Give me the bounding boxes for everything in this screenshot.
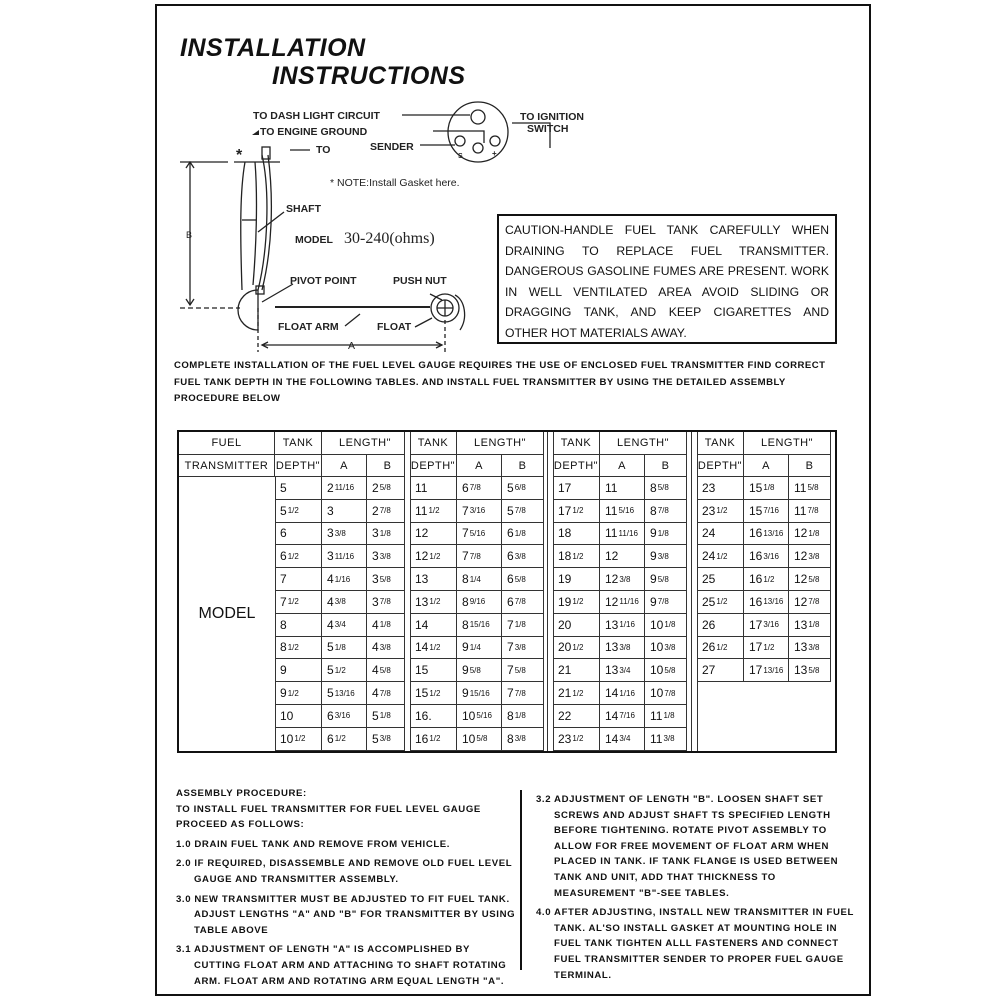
length-b-cell: 6 1/8 [502, 523, 544, 546]
length-b-cell: 9 5/8 [645, 568, 687, 591]
tank-depth-cell: 8 1/2 [275, 637, 322, 660]
header-b: B [502, 455, 544, 477]
length-a-cell: 7 5/16 [457, 523, 502, 546]
length-a-cell: 9 15/16 [457, 682, 502, 705]
tank-depth-cell: 23 1/2 [553, 728, 600, 751]
header-depth: DEPTH" [410, 455, 457, 477]
tank-depth-cell: 16. [410, 705, 457, 728]
terminal-s-label: S [458, 153, 463, 160]
tank-depth-cell: 26 [697, 614, 744, 637]
model-cell: MODEL [179, 477, 276, 751]
length-a-cell: 14 3/4 [600, 728, 645, 751]
tank-depth-cell: 14 [410, 614, 457, 637]
gasket-note: * NOTE:Install Gasket here. [330, 177, 460, 189]
length-a-cell: 11 11/16 [600, 523, 645, 546]
length-b-cell: 6 3/8 [502, 545, 544, 568]
header-depth: DEPTH" [553, 455, 600, 477]
length-a-cell: 7 3/16 [457, 500, 502, 523]
tank-depth-cell: 14 1/2 [410, 637, 457, 660]
length-a-cell: 9 5/8 [457, 659, 502, 682]
length-a-cell: 5 13/16 [322, 682, 367, 705]
header-a: A [600, 455, 645, 477]
length-a-cell: 13 3/4 [600, 659, 645, 682]
length-a-cell: 13 3/8 [600, 637, 645, 660]
length-b-cell: 9 7/8 [645, 591, 687, 614]
terminal-plus [490, 136, 500, 146]
length-a-cell: 13 1/16 [600, 614, 645, 637]
length-b-cell: 11 7/8 [789, 500, 831, 523]
header-length: LENGTH" [322, 432, 409, 455]
tank-depth-table [177, 430, 837, 753]
tank-depth-cell: 12 1/2 [410, 545, 457, 568]
tank-depth-cell: 16 1/2 [410, 728, 457, 751]
label-engine-ground: TO ENGINE GROUND [260, 126, 368, 138]
tank-depth-cell: 20 [553, 614, 600, 637]
header-depth: DEPTH" [697, 455, 744, 477]
length-a-cell: 3 [322, 500, 367, 523]
length-b-cell: 6 5/8 [502, 568, 544, 591]
tank-depth-cell: 24 [697, 523, 744, 546]
length-b-cell: 10 3/8 [645, 637, 687, 660]
length-b-cell: 10 7/8 [645, 682, 687, 705]
label-push-nut: PUSH NUT [393, 275, 447, 287]
length-a-cell: 15 7/16 [744, 500, 789, 523]
length-a-cell: 16 1/2 [744, 568, 789, 591]
terminal-plus-label: + [492, 149, 497, 158]
length-b-cell: 13 3/8 [789, 637, 831, 660]
length-a-cell: 14 7/16 [600, 705, 645, 728]
length-b-cell: 7 5/8 [502, 659, 544, 682]
length-a-cell: 8 15/16 [457, 614, 502, 637]
tank-depth-cell: 24 1/2 [697, 545, 744, 568]
length-b-cell: 7 7/8 [502, 682, 544, 705]
tank-depth-cell: 6 [275, 523, 322, 546]
length-b-cell: 11 3/8 [645, 728, 687, 751]
length-b-cell: 3 1/8 [367, 523, 409, 546]
tank-depth-cell: 23 [697, 477, 744, 500]
tank-depth-cell: 15 [410, 659, 457, 682]
header-fuel: FUEL [179, 432, 275, 455]
length-b-cell: 13 1/8 [789, 614, 831, 637]
length-a-cell: 5 1/8 [322, 637, 367, 660]
length-b-cell: 3 7/8 [367, 591, 409, 614]
tank-depth-cell: 9 [275, 659, 322, 682]
length-b-cell: 11 1/8 [645, 705, 687, 728]
length-a-cell: 6 7/8 [457, 477, 502, 500]
length-b-cell: 8 1/8 [502, 705, 544, 728]
dim-b: B [186, 230, 193, 240]
length-a-cell: 2 11/16 [322, 477, 367, 500]
length-a-cell: 16 3/16 [744, 545, 789, 568]
header-tank: TANK [553, 432, 600, 455]
tank-depth-cell: 23 1/2 [697, 500, 744, 523]
length-b-cell: 6 7/8 [502, 591, 544, 614]
header-b: B [789, 455, 831, 477]
tank-depth-cell: 15 1/2 [410, 682, 457, 705]
label-float: FLOAT [377, 321, 412, 333]
title-line-1: INSTALLATION [180, 34, 366, 62]
tank-depth-cell: 18 [553, 523, 600, 546]
length-b-cell: 5 7/8 [502, 500, 544, 523]
tank-depth-cell: 10 [275, 705, 322, 728]
terminal-ground [473, 143, 483, 153]
column-divider [520, 790, 522, 970]
header-a: A [457, 455, 502, 477]
length-b-cell: 8 5/8 [645, 477, 687, 500]
length-b-cell: 7 1/8 [502, 614, 544, 637]
length-b-cell: 2 5/8 [367, 477, 409, 500]
header-length: LENGTH" [600, 432, 687, 455]
length-a-cell: 9 1/4 [457, 637, 502, 660]
label-model: MODEL [295, 234, 333, 246]
tank-depth-cell: 5 [275, 477, 322, 500]
procedure-step: TO INSTALL FUEL TRANSMITTER FOR FUEL LEVEL GAUGE PROCEED AS FOLLOWS: [176, 803, 481, 831]
tank-depth-cell: 11 [410, 477, 457, 500]
tank-depth-cell: 10 1/2 [275, 728, 322, 751]
length-b-cell: 4 3/8 [367, 637, 409, 660]
length-b-cell: 4 5/8 [367, 659, 409, 682]
length-a-cell: 12 [600, 545, 645, 568]
tank-depth-cell: 26 1/2 [697, 637, 744, 660]
label-dash-light: TO DASH LIGHT CIRCUIT [253, 110, 380, 122]
length-b-cell: 5 3/8 [367, 728, 409, 751]
length-a-cell: 3 11/16 [322, 545, 367, 568]
tank-depth-cell: 7 [275, 568, 322, 591]
length-b-cell: 2 7/8 [367, 500, 409, 523]
tank-depth-cell: 18 1/2 [553, 545, 600, 568]
model-value: 30-240(ohms) [344, 230, 435, 247]
light-socket [471, 110, 485, 124]
tank-depth-cell: 17 1/2 [553, 500, 600, 523]
header-a: A [322, 455, 367, 477]
length-a-cell: 10 5/16 [457, 705, 502, 728]
length-b-cell: 5 1/8 [367, 705, 409, 728]
length-b-cell: 12 3/8 [789, 545, 831, 568]
length-a-cell: 17 13/16 [744, 659, 789, 682]
intro-text: COMPLETE INSTALLATION OF THE FUEL LEVEL GAUGE REQUIRES THE USE OF ENCLOSED FUEL TRANSMITTER FIND CORRECT FUEL TANK DEPTH IN THE FOLLOWING TABLES. AND INSTALL FUEL TRANSMITTER BY USING THE DETAILED ASSEMBLY PROCEDURE BELOW [174, 360, 826, 404]
tank-depth-cell: 22 [553, 705, 600, 728]
length-a-cell: 3 3/8 [322, 523, 367, 546]
length-a-cell: 7 7/8 [457, 545, 502, 568]
procedure-step: 2.0 IF REQUIRED, DISASSEMBLE AND REMOVE OLD FUEL LEVEL GAUGE AND TRANSMITTER ASSEMBLY. [176, 858, 513, 885]
tank-depth-cell: 19 1/2 [553, 591, 600, 614]
label-float-arm: FLOAT ARM [278, 321, 339, 333]
length-a-cell: 11 [600, 477, 645, 500]
length-a-cell: 17 1/2 [744, 637, 789, 660]
length-b-cell: 9 1/8 [645, 523, 687, 546]
procedure-step: 1.0 DRAIN FUEL TANK AND REMOVE FROM VEHICLE. [176, 838, 451, 850]
length-a-cell: 6 1/2 [322, 728, 367, 751]
tank-depth-cell: 7 1/2 [275, 591, 322, 614]
length-a-cell: 14 1/16 [600, 682, 645, 705]
dim-a: A [348, 340, 356, 352]
procedure-right [536, 788, 858, 983]
tank-depth-cell: 5 1/2 [275, 500, 322, 523]
length-a-cell: 6 3/16 [322, 705, 367, 728]
tank-depth-cell: 13 [410, 568, 457, 591]
length-b-cell: 13 5/8 [789, 659, 831, 682]
header-tank: TANK [275, 432, 322, 455]
length-b-cell: 9 3/8 [645, 545, 687, 568]
tank-depth-cell: 11 1/2 [410, 500, 457, 523]
length-a-cell: 10 5/8 [457, 728, 502, 751]
length-a-cell: 15 1/8 [744, 477, 789, 500]
tank-depth-cell: 25 [697, 568, 744, 591]
length-a-cell: 11 5/16 [600, 500, 645, 523]
header-b: B [367, 455, 409, 477]
length-b-cell: 3 5/8 [367, 568, 409, 591]
label-ignition-1: TO IGNITION [520, 111, 584, 123]
procedure-step: 3.1 ADJUSTMENT OF LENGTH "A" IS ACCOMPLISHED BY CUTTING FLOAT ARM AND ATTACHING TO SHAFT ROTATING ARM. FLOAT ARM AND ROTATING ARM EQUAL LENGTH "A". [176, 944, 507, 987]
label-pivot: PIVOT POINT [290, 275, 357, 287]
length-a-cell: 8 1/4 [457, 568, 502, 591]
length-a-cell: 16 13/16 [744, 523, 789, 546]
length-a-cell: 4 1/16 [322, 568, 367, 591]
label-ignition-2: SWITCH [527, 123, 569, 135]
label-shaft: SHAFT [286, 203, 321, 215]
gasket-asterisk: * [236, 147, 243, 164]
length-b-cell: 3 3/8 [367, 545, 409, 568]
length-b-cell: 12 5/8 [789, 568, 831, 591]
tank-depth-cell: 21 1/2 [553, 682, 600, 705]
length-b-cell: 8 7/8 [645, 500, 687, 523]
header-length: LENGTH" [744, 432, 831, 455]
length-a-cell: 17 3/16 [744, 614, 789, 637]
tank-depth-cell: 12 [410, 523, 457, 546]
tank-depth-cell: 9 1/2 [275, 682, 322, 705]
tank-depth-cell: 25 1/2 [697, 591, 744, 614]
length-b-cell: 8 3/8 [502, 728, 544, 751]
length-b-cell: 5 6/8 [502, 477, 544, 500]
procedure-step: 3.2 ADJUSTMENT OF LENGTH "B". LOOSEN SHAFT SET SCREWS AND ADJUST SHAFT TS SPECIFIED LENGTH BEFORE TIGHTENING. ROTATE PIVOT ASSEMBLY TO ALLOW FOR FREE MOVEMENT OF FLOAT ARM WHEN PLACED IN TANK. IF TANK FLANGE IS USED BETWEEN TANK AND UNIT, ADD THAT THICKNESS TO MEASUREMENT "B"-SEE TABLES. [536, 794, 839, 899]
title-line-2: INSTRUCTIONS [272, 62, 466, 90]
terminal-s [455, 136, 465, 146]
header-a: A [744, 455, 789, 477]
length-b-cell: 4 7/8 [367, 682, 409, 705]
length-a-cell: 8 9/16 [457, 591, 502, 614]
tank-depth-cell: 17 [553, 477, 600, 500]
tank-depth-cell: 6 1/2 [275, 545, 322, 568]
procedure-step: ASSEMBLY PROCEDURE: [176, 788, 307, 799]
length-a-cell: 16 13/16 [744, 591, 789, 614]
length-a-cell: 4 3/4 [322, 614, 367, 637]
length-b-cell: 10 5/8 [645, 659, 687, 682]
tank-depth-cell: 19 [553, 568, 600, 591]
tank-depth-cell: 21 [553, 659, 600, 682]
length-a-cell: 12 11/16 [600, 591, 645, 614]
length-b-cell: 12 7/8 [789, 591, 831, 614]
length-b-cell: 4 1/8 [367, 614, 409, 637]
length-b-cell: 7 3/8 [502, 637, 544, 660]
procedure-step: 3.0 NEW TRANSMITTER MUST BE ADJUSTED TO FIT FUEL TANK. ADJUST LENGTHS "A" AND "B" FOR TRANSMITTER BY USING TABLE ABOVE [176, 893, 516, 936]
tank-depth-cell: 8 [275, 614, 322, 637]
length-b-cell: 12 1/8 [789, 523, 831, 546]
procedure-left [176, 786, 516, 989]
length-b-cell: 10 1/8 [645, 614, 687, 637]
length-a-cell: 4 3/8 [322, 591, 367, 614]
tank-depth-cell: 27 [697, 659, 744, 682]
header-transmitter: TRANSMITTER [179, 455, 275, 477]
length-a-cell: 12 3/8 [600, 568, 645, 591]
header-tank: TANK [410, 432, 457, 455]
header-length: LENGTH" [457, 432, 544, 455]
header-depth: DEPTH" [275, 455, 322, 477]
caution-box: CAUTION-HANDLE FUEL TANK CAREFULLY WHEN DRAINING TO REPLACE FUEL TRANSMITTER. DANGEROUS GASOLINE FUMES ARE PRESENT. WORK IN WELL VENTILATED AREA AVOID SLIDING OR DRAGGING TANK, AND KEEP CIGARETTES AND OTHER HOT MATERIALS AWAY. [497, 214, 837, 344]
tank-depth-cell: 20 1/2 [553, 637, 600, 660]
header-b: B [645, 455, 687, 477]
tank-depth-cell: 13 1/2 [410, 591, 457, 614]
header-tank: TANK [697, 432, 744, 455]
procedure-step: 4.0 AFTER ADJUSTING, INSTALL NEW TRANSMITTER IN FUEL TANK. AL'SO INSTALL GASKET AT MOUNTING HOLE IN FUEL TANK TIGHTEN ALLL FASTENERS AND CONNECT FUEL TRANSMITTER SENDER TO PROPER FUEL GAUGE TERMINAL. [536, 907, 854, 981]
label-to: TO [316, 144, 331, 156]
length-b-cell: 11 5/8 [789, 477, 831, 500]
label-sender: SENDER [370, 141, 414, 153]
length-a-cell: 5 1/2 [322, 659, 367, 682]
